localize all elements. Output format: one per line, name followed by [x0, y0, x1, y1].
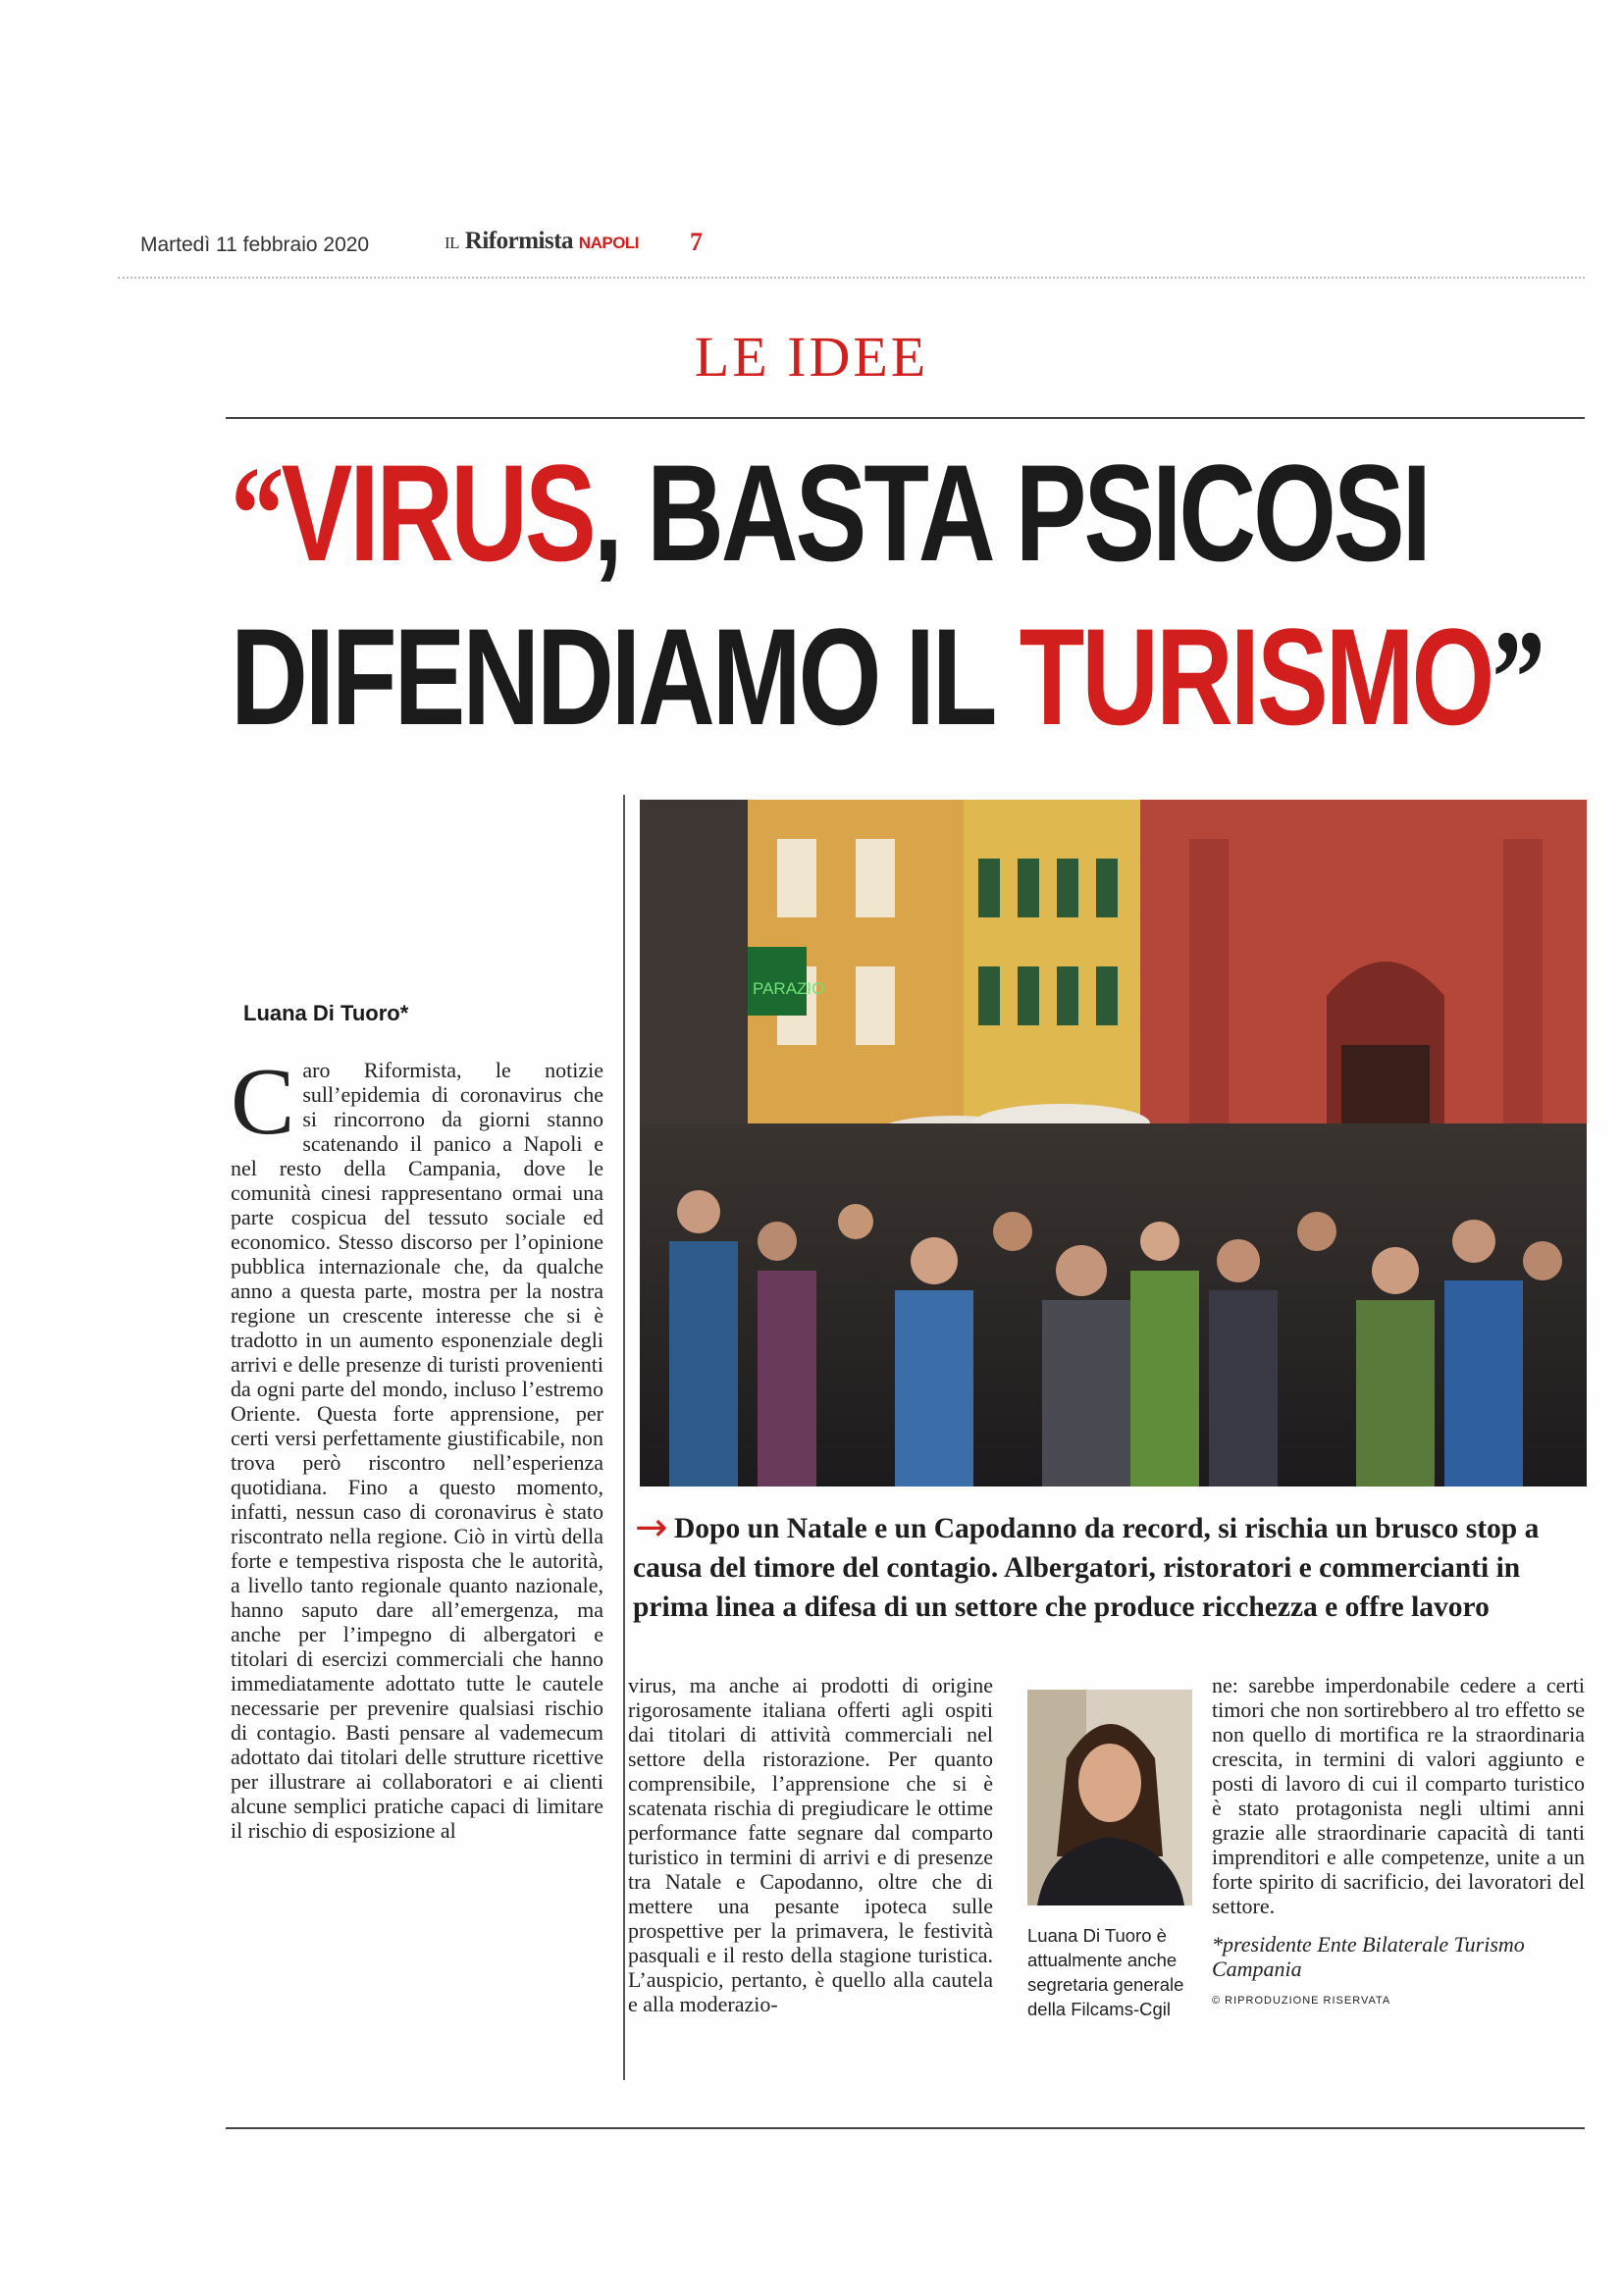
- page-header: [140, 228, 1585, 277]
- portrait-caption: Luana Di Tuoro è attualmente anche segretaria generale della Filcams-Cgil: [1027, 1925, 1184, 2019]
- author-byline: Luana Di Tuoro*: [243, 1001, 409, 1025]
- summary-arrow-icon: →: [635, 1505, 668, 1550]
- bottom-divider: [226, 2127, 1585, 2129]
- copyright-notice: © RIPRODUZIONE RISERVATA: [1212, 1995, 1391, 2007]
- headline-keyword-turismo: TURISMO: [1019, 600, 1492, 754]
- article-column-3: [1212, 1673, 1585, 2013]
- masthead-name: Riformista: [464, 228, 574, 254]
- masthead-city: NAPOLI: [578, 234, 640, 252]
- headline-rest-1: , BASTA PSICOSI: [593, 436, 1429, 590]
- masthead-il: IL: [445, 234, 460, 252]
- headline-line-1: [231, 432, 1429, 596]
- masthead: [445, 228, 639, 255]
- headline-open-quote: “: [231, 439, 282, 591]
- headline-keyword-virus: VIRUS: [281, 436, 594, 590]
- header-divider: [118, 277, 1585, 279]
- issue-date: Martedì 11 febbraio 2020: [140, 234, 370, 256]
- headline-start-2: DIFENDIAMO IL: [231, 600, 1020, 754]
- section-divider: [226, 417, 1585, 419]
- author-portrait: [1027, 1690, 1192, 1905]
- column-divider: [623, 795, 625, 2080]
- page-number: 7: [690, 228, 703, 256]
- author-note: *presidente Ente Bilaterale Turismo Campania: [1212, 1932, 1525, 1981]
- headline-line-2: [231, 596, 1543, 759]
- column-1-text: aro Riformista, le notizie sull’epidemia di coronavirus che si rincorrono da giorni stanno scatenando il panico a Napoli e nel resto della Campania, dove le comunità cinesi rappresentano ormai una parte cospicua del tessuto sociale ed economico. Stesso discorso per l’opinione pubblica internazionale che, da qualche anno a questa parte, mostra per la nostra regione un crescente interesse che si è tradotto in un aumento esponenziale degli arrivi e delle presenze di turisti provenienti da ogni parte del mondo, incluso l’estremo Oriente. Questa forte apprensione, per certi versi perfettamente giustificabile, non trova però riscontro nell’esperienza quotidiana. Fino a questo momento, infatti, nessun caso di coronavirus è stato riscontrato nella regione. Ciò in virtù della forte e tempestiva risposta che le autorità, a livello tanto regionale quanto nazionale, hanno saputo dare all’emergenza, ma anche per l’impegno di albergatori e titolari di esercizi commerciali che hanno immediatamente adottato tutte le cautele necessarie per prevenire qualsiasi rischio di contagio. Basti pensare al vademecum adottato dai titolari delle strutture ricettive per illustrare ai collaboratori e ai clienti alcune semplici pratiche capaci di limitare il rischio di esposizione al: [231, 1058, 603, 1843]
- drop-cap: C: [231, 1049, 295, 1155]
- street-crowd-photo: [640, 800, 1587, 1487]
- pharmacy-sign-text: PARAZIO: [753, 979, 825, 998]
- article-summary: Dopo un Natale e un Capodanno da record, si rischia un brusco stop a causa del timore del contagio. Albergatori, ristoratori e commercianti in prima linea a difesa di un settore che produce ricchezza e offre lavoro: [633, 1513, 1540, 1623]
- headline-close-quote: ”: [1492, 602, 1543, 755]
- column-3-text: ne: sarebbe imperdonabile cedere a certi timori che non sortirebbero al tro effetto se non quello di mortifica re la straordinaria crescita, in termini di valori aggiunto e posti di lavoro di cui il comparto turistico è stato protagonista negli ultimi anni grazie alle straordinarie capacità di tanti imprenditori e alle competenze, unite a un forte spirito di sacrificio, dei lavoratori del settore.: [1212, 1673, 1585, 1918]
- article-column-2: virus, ma anche ai prodotti di origine rigorosamente italiana offerti agli ospiti dai titolari di attività commerciali nel settore della ristorazione. Per quanto comprensibile, l’apprensione che si è scatenata rischia di pregiudicare le ottime performance fatte segnare dal comparto turistico in termini di arrivi e di presenze tra Natale e Capodanno, oltre che di mettere una pesante ipoteca sulle prospettive per la primavera, le festività pasquali e il resto della stagione turistica. L’auspicio, pertanto, è quello alla cautela e alla moderazio-: [628, 1673, 993, 2016]
- headline: [231, 432, 1604, 759]
- street-crowd-illustration: [640, 800, 1587, 1487]
- article-column-1: [231, 1049, 603, 1843]
- author-portrait-illustration: [1027, 1690, 1192, 1905]
- section-title: LE IDEE: [694, 325, 929, 389]
